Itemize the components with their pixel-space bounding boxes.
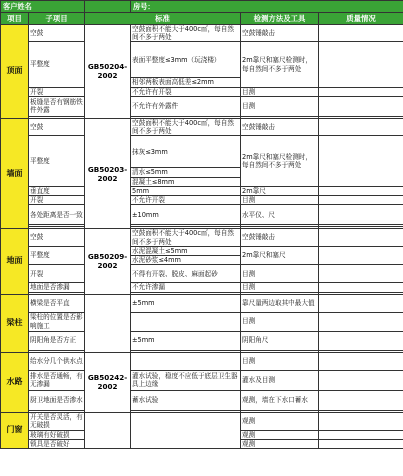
quality-cell[interactable] [319,96,403,116]
subitem: 平整度 [29,42,85,87]
subitem: 开裂 [29,87,85,96]
standard-text: 清水≤5mm [131,168,241,177]
table-row [1,265,403,283]
method-text: 水平仪、尺 [241,205,319,225]
standard-text: 相邻两板表面高低差≤2mm [131,78,241,87]
standard-text: ±10mm [131,205,241,225]
method-text: 目测 [241,96,319,116]
table-row [1,412,403,430]
standard-text: 不得有开裂、脱皮、麻面起砂 [131,265,241,283]
quality-cell[interactable] [319,412,403,430]
standard-text: 不允许开裂 [131,196,241,205]
table-row [1,118,403,135]
standard-text: 表面平整度≤3mm（玩浇楼） [131,42,241,78]
quality-cell[interactable] [319,205,403,225]
quality-cell[interactable] [319,87,403,96]
standard-code: GB50204-2002 [85,25,131,119]
table-row [1,294,403,312]
subitem: 玻璃有好破损 [29,430,85,439]
method-text: 2m靠尺 [241,186,319,195]
subitem: 空鼓 [29,25,85,42]
quality-cell[interactable] [319,370,403,390]
subitem: 板缝是否有钢筋铁件外露 [30,98,83,115]
method-text: 靠尺量两边取其中最大值 [241,294,319,312]
quality-cell[interactable] [319,229,403,246]
method-text: 2m靠尺和塞尺检测时，每自然间不多于两处 [241,42,319,87]
quality-cell[interactable] [319,352,403,370]
header-row [1,1,403,13]
table-row [1,352,403,370]
standard-text: 水泥混凝土≤5mm [131,246,241,255]
col-header-method: 检测方法及工具 [241,13,319,25]
method-text: 观测 [241,439,319,448]
subitem: 空鼓 [29,229,85,246]
quality-cell[interactable] [319,196,403,205]
method-text: 观测，墙在下水口蓄水 [241,390,319,410]
method-text: 目测 [241,283,319,292]
column-header-row [1,13,403,25]
table-row [1,331,403,350]
table-row [1,283,403,292]
subitem: 平整度 [29,136,85,186]
standard-text: 不允许有开裂 [131,87,241,96]
subitem: 锁具是否破好 [29,439,85,448]
standard-text: 5mm [131,186,241,195]
method-text: 目测 [241,87,319,96]
table-row [1,246,403,255]
table-row [1,25,403,42]
quality-cell[interactable] [319,25,403,42]
table-row [1,390,403,410]
method-text: 空鼓锤敲击 [241,118,319,135]
subitem: 开裂 [29,196,85,205]
table-row [1,87,403,96]
subitem: 给水分几个供水点 [29,352,85,370]
method-text: 2m靠尺和塞尺检测时，每自然间不多于两处 [241,136,319,186]
method-text: 目测 [241,265,319,283]
standard-text: ±5mm [131,331,241,350]
quality-cell[interactable] [319,186,403,195]
table-row [1,136,403,168]
subitem: 空鼓 [29,118,85,135]
standard-code: GB50209-2002 [85,229,131,294]
quality-cell[interactable] [319,294,403,312]
method-text: 空鼓锤敲击 [241,25,319,42]
standard-code: GB50242-2002 [85,352,131,412]
standard-text: 抹灰≤3mm [131,136,241,168]
method-text: 观测 [241,412,319,430]
section-beam: 梁柱 [1,294,29,352]
quality-cell[interactable] [319,265,403,283]
standard-text: 混凝土≤8mm [131,177,241,186]
quality-cell[interactable] [319,390,403,410]
col-header-quality: 质量情况 [319,13,403,25]
section-doors: 门窗 [1,412,29,448]
method-text: 目测 [241,196,319,205]
standard-text: ±5mm [131,294,241,312]
client-name-value[interactable] [85,1,131,13]
col-header-subitem: 子项目 [29,13,85,25]
standard-text: 蓄水试验 [131,390,241,410]
quality-cell[interactable] [319,312,403,331]
col-header-standard: 标准 [85,13,241,25]
col-header-item: 项目 [1,13,29,25]
subitem: 地面是否渗漏 [29,283,85,292]
method-text: 阴阳角尺 [241,331,319,350]
standard-code: GB50203-2002 [85,118,131,228]
table-row [1,186,403,195]
room-number-label: 房号： [131,1,403,13]
subitem: 开关是否灵活，有无破损 [30,412,83,430]
table-row [1,196,403,205]
standard-text: 水泥砂浆≤4mm [131,256,241,265]
table-row [1,229,403,246]
table-row [1,205,403,225]
standard-code-empty [85,294,131,352]
quality-cell[interactable] [319,331,403,350]
quality-cell[interactable] [319,136,403,186]
standard-code-empty [85,412,131,448]
method-text: 空鼓锤敲击 [241,229,319,246]
method-text: 目测 [241,312,319,331]
subitem: 各处距离是否一致 [29,205,85,225]
table-row [1,42,403,78]
standard-text [131,352,241,370]
subitem: 垂直度 [29,186,85,195]
table-row [1,370,403,390]
method-text: 观测 [241,430,319,439]
subitem: 排水是否通畅，有无渗漏 [30,371,83,389]
standard-text: 不允许渗漏 [131,283,241,292]
quality-cell[interactable] [319,439,403,448]
standard-text [131,312,241,331]
quality-cell[interactable] [319,246,403,264]
subitem: 厨卫地面是否渗水 [29,390,85,410]
method-text: 目测 [241,352,319,370]
quality-cell[interactable] [319,118,403,135]
quality-cell[interactable] [319,283,403,292]
quality-cell[interactable] [319,430,403,439]
section-wall: 墙面 [1,118,29,228]
table-row [1,96,403,116]
quality-cell[interactable] [319,42,403,87]
standard-text-empty [131,412,241,448]
subitem: 平整度 [29,246,85,264]
standard-text: 灌水试验，稳度不应低于底层卫生器具上边缘 [131,370,241,390]
section-water: 水路 [1,352,29,412]
subitem: 横梁是否平直 [29,294,85,312]
subitem: 开裂 [29,265,85,283]
standard-text: 不允许有外露件 [131,96,241,116]
subitem: 梁柱的位置是否影响施工 [30,313,83,330]
section-ceiling: 顶面 [1,25,29,119]
method-text: 灌水及目测 [241,370,319,390]
client-name-label: 客户姓名 [1,1,85,13]
standard-text: 空鼓面积不能大于400c㎡，每自然间不多于两处 [131,229,241,246]
standard-text: 空鼓面积不能大于400c㎡，每自然间不多于两处 [131,25,241,42]
method-text: 2m靠尺和塞尺 [241,246,319,264]
table-row [1,312,403,331]
section-floor: 地面 [1,229,29,294]
subitem: 阴阳角是否方正 [29,331,85,350]
standard-text: 空鼓面积不能大于400c㎡，每自然间不多于两处 [131,118,241,135]
